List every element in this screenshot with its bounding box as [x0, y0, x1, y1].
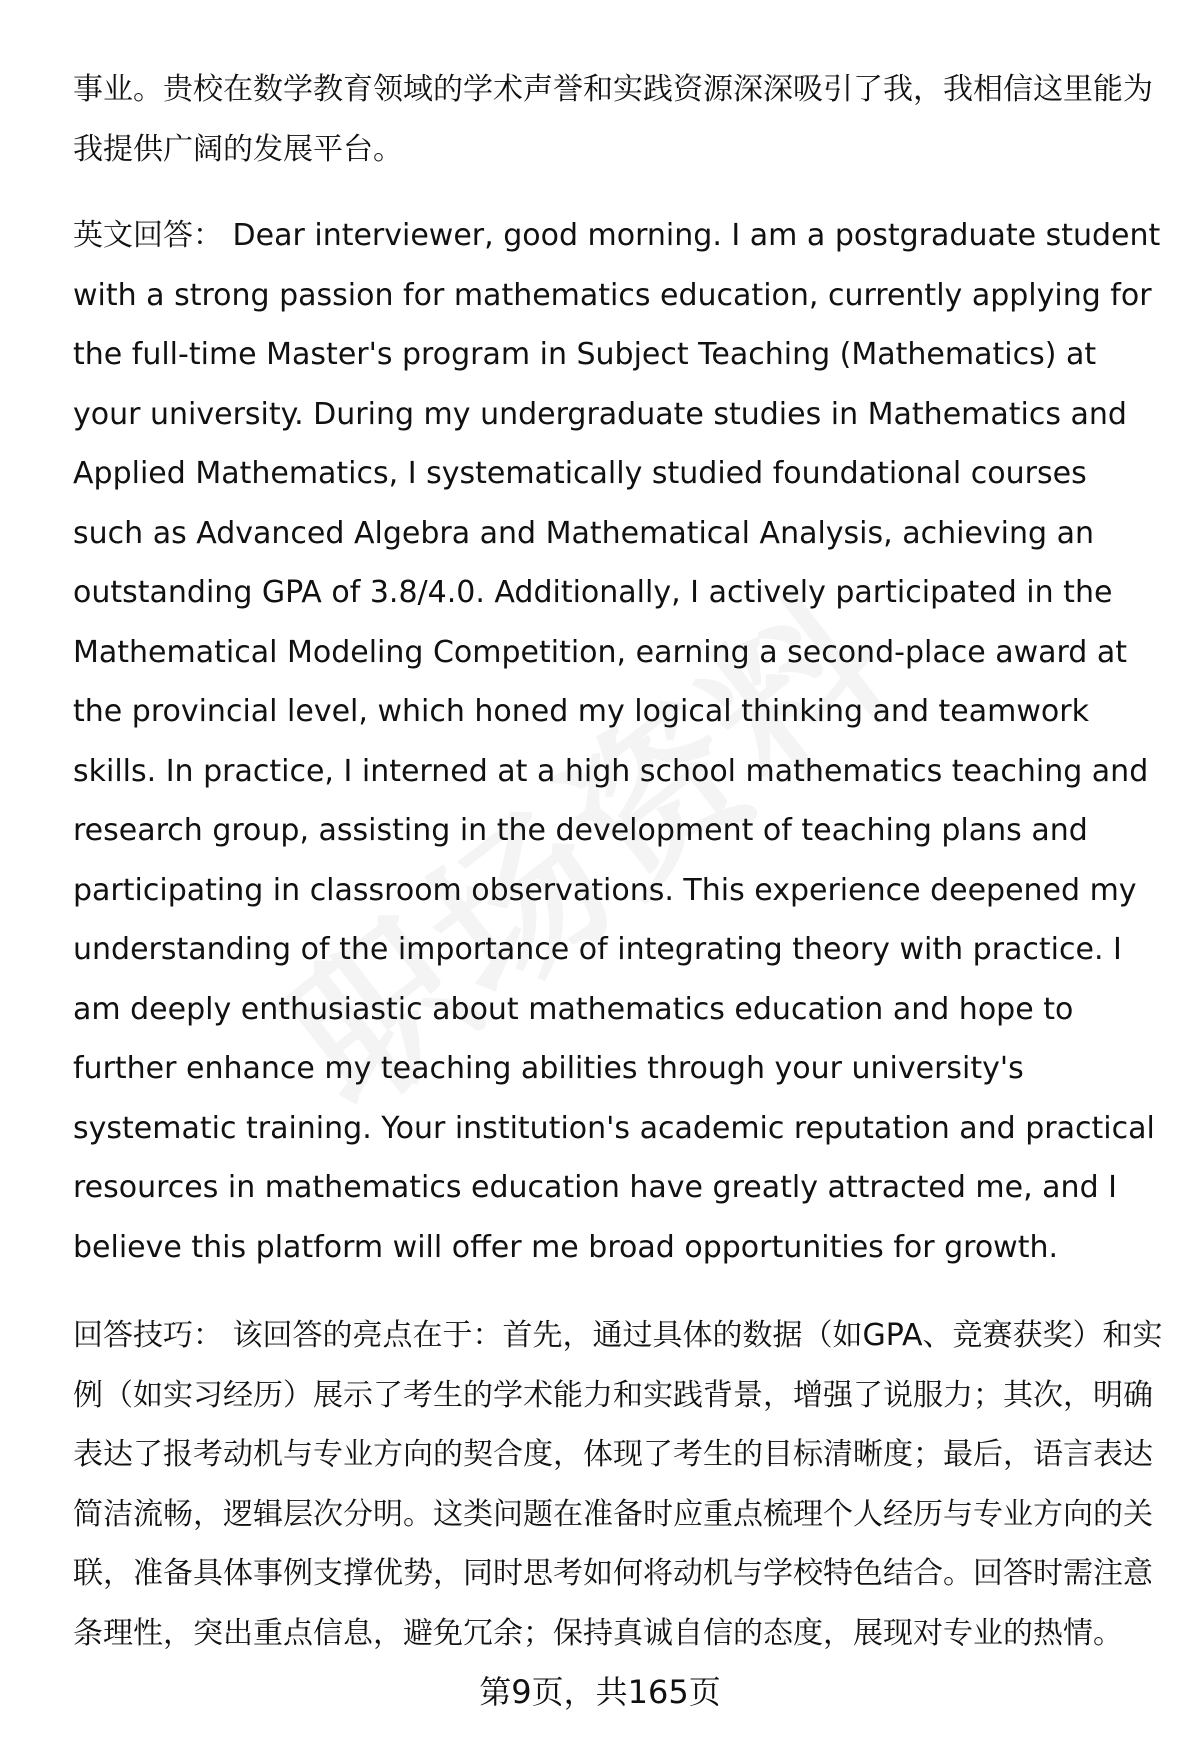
english-answer-text: Dear interviewer, good morning. I am a postgraduate student with a strong passion for mathematics education, currently applying for the full-time Master's program in Subject Teaching (Mathematics) at your university. During my undergraduate studies in Mathematics and Applied Mathematics, I systematically studied foundational courses such as Advanced Algebra and Mathematical Analysis, achieving an outstanding GPA of 3.8/4.0. Additionally, I actively participated in the Mathematical Modeling Competition, earning a second-place award at the provincial level, which honed my logical thinking and teamwork skills. In practice, I interned at a high school mathematics teaching and research group, assisting in the development of teaching plans and participating in classroom observations. This experience deepened my understanding of the importance of integrating theory with practice. I am deeply enthusiastic about mathematics education and hope to further enhance my teaching abilities through your university's systematic training. Your institution's academic reputation and practical resources in mathematics education have greatly attracted me, and I believe this platform will offer me broad opportunities for growth. — [73, 218, 1161, 1265]
intro-paragraph-continued: 事业。贵校在数学教育领域的学术声誉和实践资源深深吸引了我，我相信这里能为我提供广阔的发展平台。 — [73, 72, 1153, 167]
answer-tips-text: 该回答的亮点在于：首先，通过具体的数据（如GPA、竞赛获奖）和实例（如实习经历）展示了考生的学术能力和实践背景，增强了说服力；其次，明确表达了报考动机与专业方向的契合度，体现了考生的目标清晰度；最后，语言表达简洁流畅，逻辑层次分明。这类问题在准备时应重点梳理个人经历与专业方向的关联，准备具体事例支撑优势，同时思考如何将动机与学校特色结合。回答时需注意条理性，突出重点信息，避免冗余；保持真诚自信的态度，展现对专业的热情。 — [73, 1318, 1163, 1651]
answer-tips-label: 回答技巧： — [73, 1318, 223, 1353]
answer-tips-paragraph — [73, 1306, 1163, 1663]
page-number: 第9页，共165页 — [479, 1673, 721, 1711]
english-answer-label: 英文回答： — [73, 218, 223, 253]
english-answer-paragraph — [73, 206, 1163, 1277]
